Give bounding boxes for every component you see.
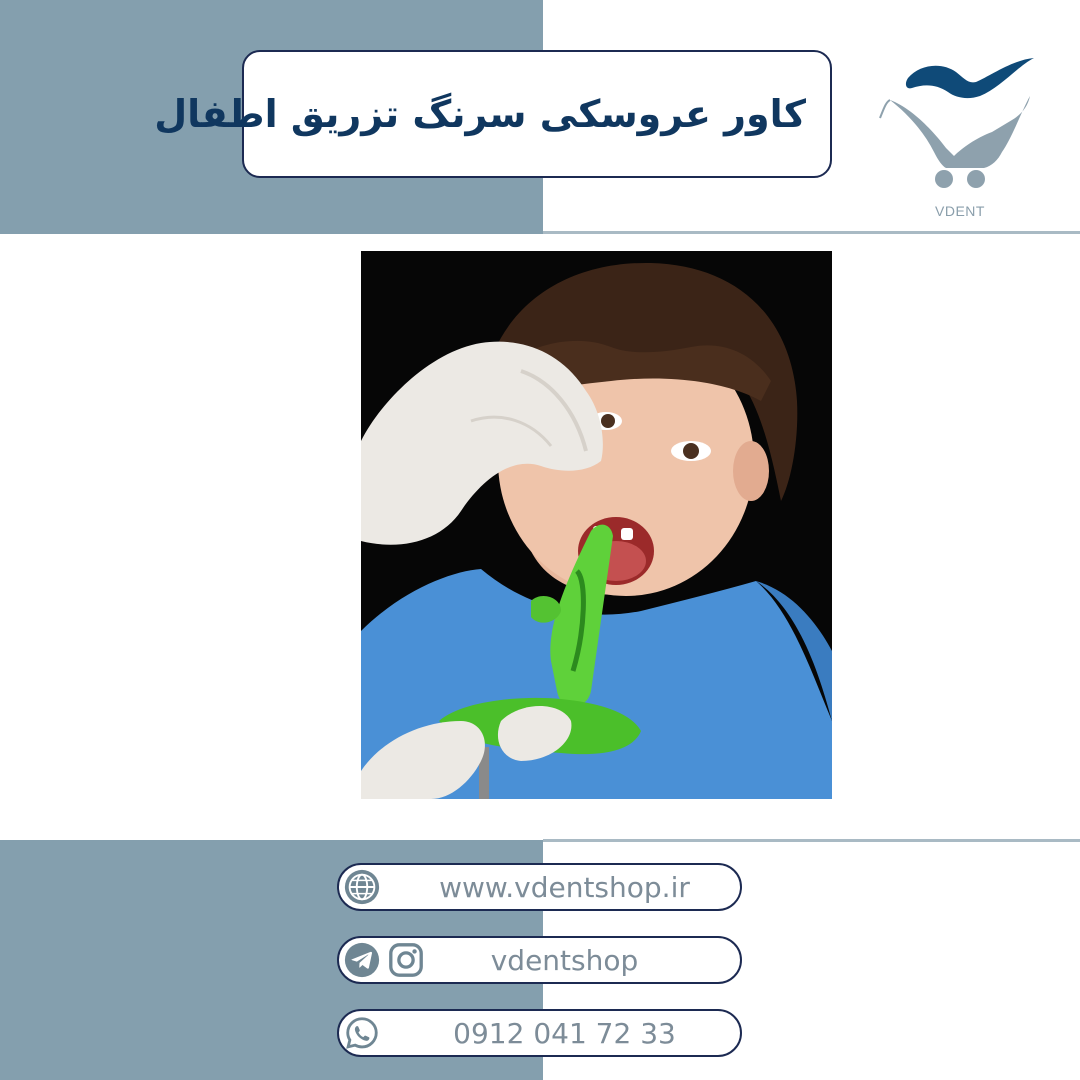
top-divider-line: [543, 231, 1080, 234]
whatsapp-icon: [343, 1014, 381, 1052]
product-photo-child-dental-syringe-cover-icon: [361, 251, 832, 799]
bottom-divider-line: [543, 839, 1080, 842]
phone-contact[interactable]: [337, 1009, 742, 1057]
telegram-icon[interactable]: [343, 941, 381, 979]
title-box: [154, 50, 832, 178]
social-contact[interactable]: [337, 936, 742, 984]
brand-name: VDENT: [935, 203, 985, 219]
social-handle: vdentshop: [490, 943, 639, 977]
phone-number: 0912 041 72 33: [453, 1016, 676, 1050]
globe-icon: [343, 868, 381, 906]
tooth-cart-logo: [872, 48, 1042, 198]
website-contact[interactable]: [337, 863, 742, 911]
page-title: کاور عروسکی سرنگ تزریق اطفال: [154, 92, 806, 136]
product-photo: [361, 251, 832, 799]
website-url: www.vdentshop.ir: [439, 870, 690, 904]
